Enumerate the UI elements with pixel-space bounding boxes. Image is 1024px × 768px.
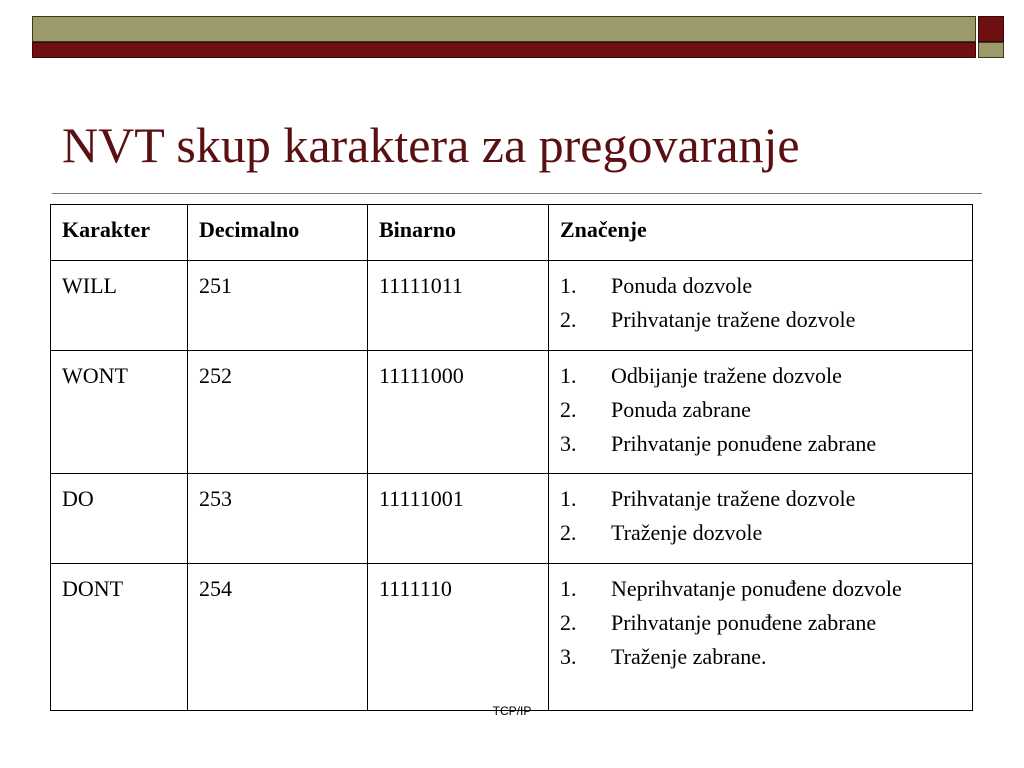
list-text: Prihvatanje ponuđene zabrane	[611, 610, 877, 635]
list-item	[560, 269, 962, 303]
cell-karakter: WONT	[51, 351, 188, 474]
list-item	[560, 303, 962, 337]
corner-square-red	[978, 16, 1004, 42]
list-text: Prihvatanje ponuđene zabrane	[611, 431, 877, 456]
corner-square-olive	[978, 42, 1004, 58]
cell-karakter: WILL	[51, 261, 188, 351]
meaning-list	[560, 359, 962, 461]
list-text: Prihvatanje tražene dozvole	[611, 307, 856, 332]
table-row	[51, 351, 973, 474]
header-decimalno: Decimalno	[188, 205, 368, 261]
list-text: Prihvatanje tražene dozvole	[611, 486, 856, 511]
list-text: Traženje zabrane.	[611, 644, 767, 669]
cell-znacenje	[549, 564, 973, 711]
list-number: 1.	[560, 486, 577, 511]
cell-decimalno: 254	[188, 564, 368, 711]
list-text: Odbijanje tražene dozvole	[611, 363, 842, 388]
list-item	[560, 427, 962, 461]
title-divider	[52, 193, 982, 194]
table-row	[51, 261, 973, 351]
header-binarno: Binarno	[368, 205, 549, 261]
list-item	[560, 482, 962, 516]
cell-znacenje	[549, 351, 973, 474]
meaning-list	[560, 572, 962, 674]
cell-binarno: 11111000	[368, 351, 549, 474]
list-text: Neprihvatanje ponuđene dozvole	[611, 576, 902, 601]
cell-decimalno: 251	[188, 261, 368, 351]
table-header-row	[51, 205, 973, 261]
list-item	[560, 516, 962, 550]
list-number: 3.	[560, 644, 577, 669]
cell-decimalno: 253	[188, 474, 368, 564]
list-item	[560, 640, 962, 674]
list-item	[560, 393, 962, 427]
header-karakter: Karakter	[51, 205, 188, 261]
cell-znacenje	[549, 261, 973, 351]
nvt-table	[50, 204, 973, 711]
list-text: Traženje dozvole	[611, 520, 763, 545]
list-text: Ponuda dozvole	[611, 273, 753, 298]
header-znacenje: Značenje	[549, 205, 973, 261]
list-item	[560, 359, 962, 393]
cell-znacenje	[549, 474, 973, 564]
list-number: 1.	[560, 363, 577, 388]
cell-binarno: 1111110	[368, 564, 549, 711]
meaning-list	[560, 269, 962, 337]
list-text: Ponuda zabrane	[611, 397, 751, 422]
list-number: 1.	[560, 273, 577, 298]
list-number: 2.	[560, 397, 577, 422]
table-row	[51, 474, 973, 564]
header-bar-olive	[32, 16, 976, 42]
list-item	[560, 606, 962, 640]
cell-karakter: DONT	[51, 564, 188, 711]
list-number: 2.	[560, 520, 577, 545]
slide-title: NVT skup karaktera za pregovaranje	[62, 117, 800, 173]
cell-karakter: DO	[51, 474, 188, 564]
table-row	[51, 564, 973, 711]
cell-binarno: 11111001	[368, 474, 549, 564]
meaning-list	[560, 482, 962, 550]
list-number: 1.	[560, 576, 577, 601]
list-item	[560, 572, 962, 606]
header-bar-red	[32, 42, 976, 58]
cell-binarno: 11111011	[368, 261, 549, 351]
cell-decimalno: 252	[188, 351, 368, 474]
list-number: 2.	[560, 307, 577, 332]
list-number: 2.	[560, 610, 577, 635]
list-number: 3.	[560, 431, 577, 456]
slide-footer: TCP/IP	[492, 704, 532, 718]
